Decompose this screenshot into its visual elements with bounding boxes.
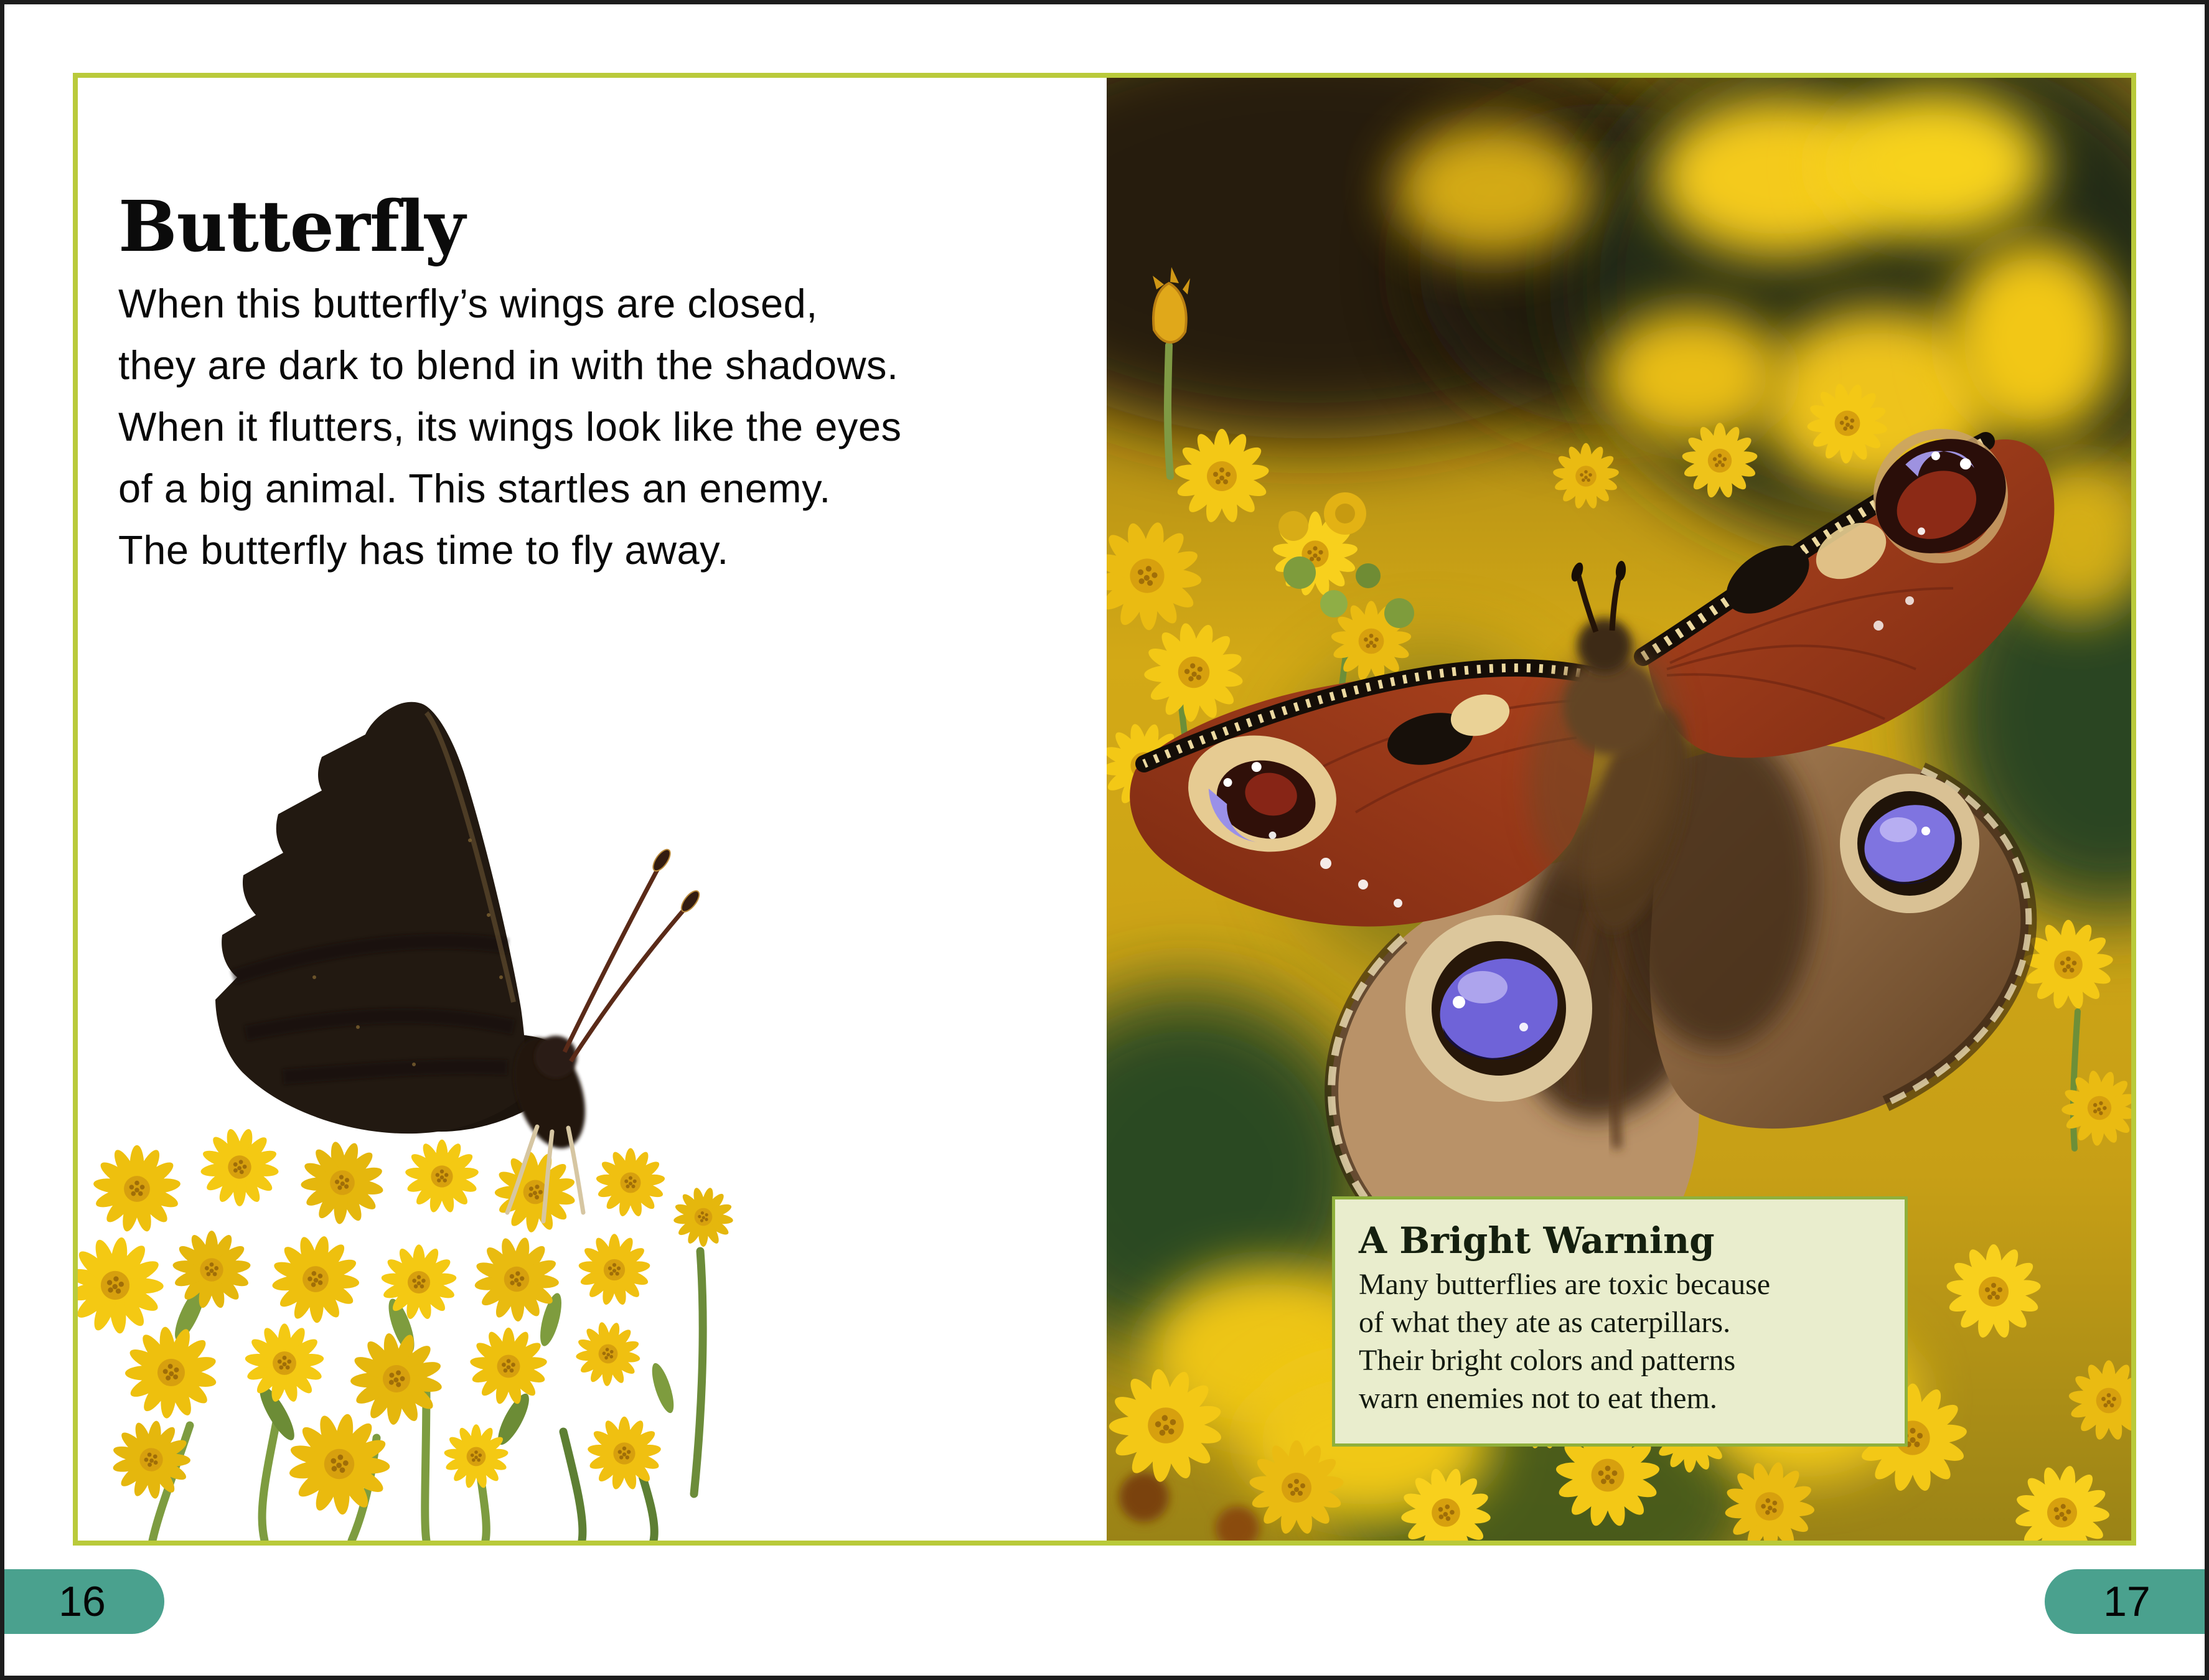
- page-number: 16: [59, 1578, 106, 1625]
- page-number-tab-left: [0, 1569, 164, 1634]
- callout-title: A Bright Warning: [1359, 1219, 1715, 1262]
- callout-line: warn enemies not to eat them.: [1359, 1382, 1717, 1415]
- body-line: they are dark to blend in with the shadows.: [118, 342, 899, 388]
- page-title: Butterfly: [118, 186, 465, 268]
- callout-line: of what they ate as caterpillars.: [1359, 1306, 1731, 1339]
- callout-line: Their bright colors and patterns: [1359, 1344, 1736, 1377]
- left-page-photo: [78, 654, 1102, 1541]
- antenna-club: [650, 847, 673, 873]
- page-number: 17: [2103, 1578, 2150, 1625]
- closed-wing-butterfly: [215, 702, 702, 1221]
- antenna-club: [678, 888, 703, 915]
- callout-body: [1359, 1265, 1881, 1417]
- page-number-tab-right: [2045, 1569, 2209, 1634]
- butterfly-head: [1577, 618, 1632, 673]
- left-hindwing-eyespot: [1405, 915, 1592, 1102]
- body-paragraph: [118, 273, 1064, 581]
- callout-box: [1332, 1196, 1908, 1447]
- body-line: When it flutters, its wings look like the eyes: [118, 404, 902, 449]
- body-line: When this butterfly’s wings are closed,: [118, 281, 818, 326]
- butterfly-antennae: [565, 864, 689, 1061]
- body-line: of a big animal. This startles an enemy.: [118, 466, 831, 511]
- right-hindwing-eyespot: [1840, 774, 1979, 913]
- body-line: The butterfly has time to fly away.: [118, 527, 729, 573]
- callout-line: Many butterflies are toxic because: [1359, 1268, 1771, 1301]
